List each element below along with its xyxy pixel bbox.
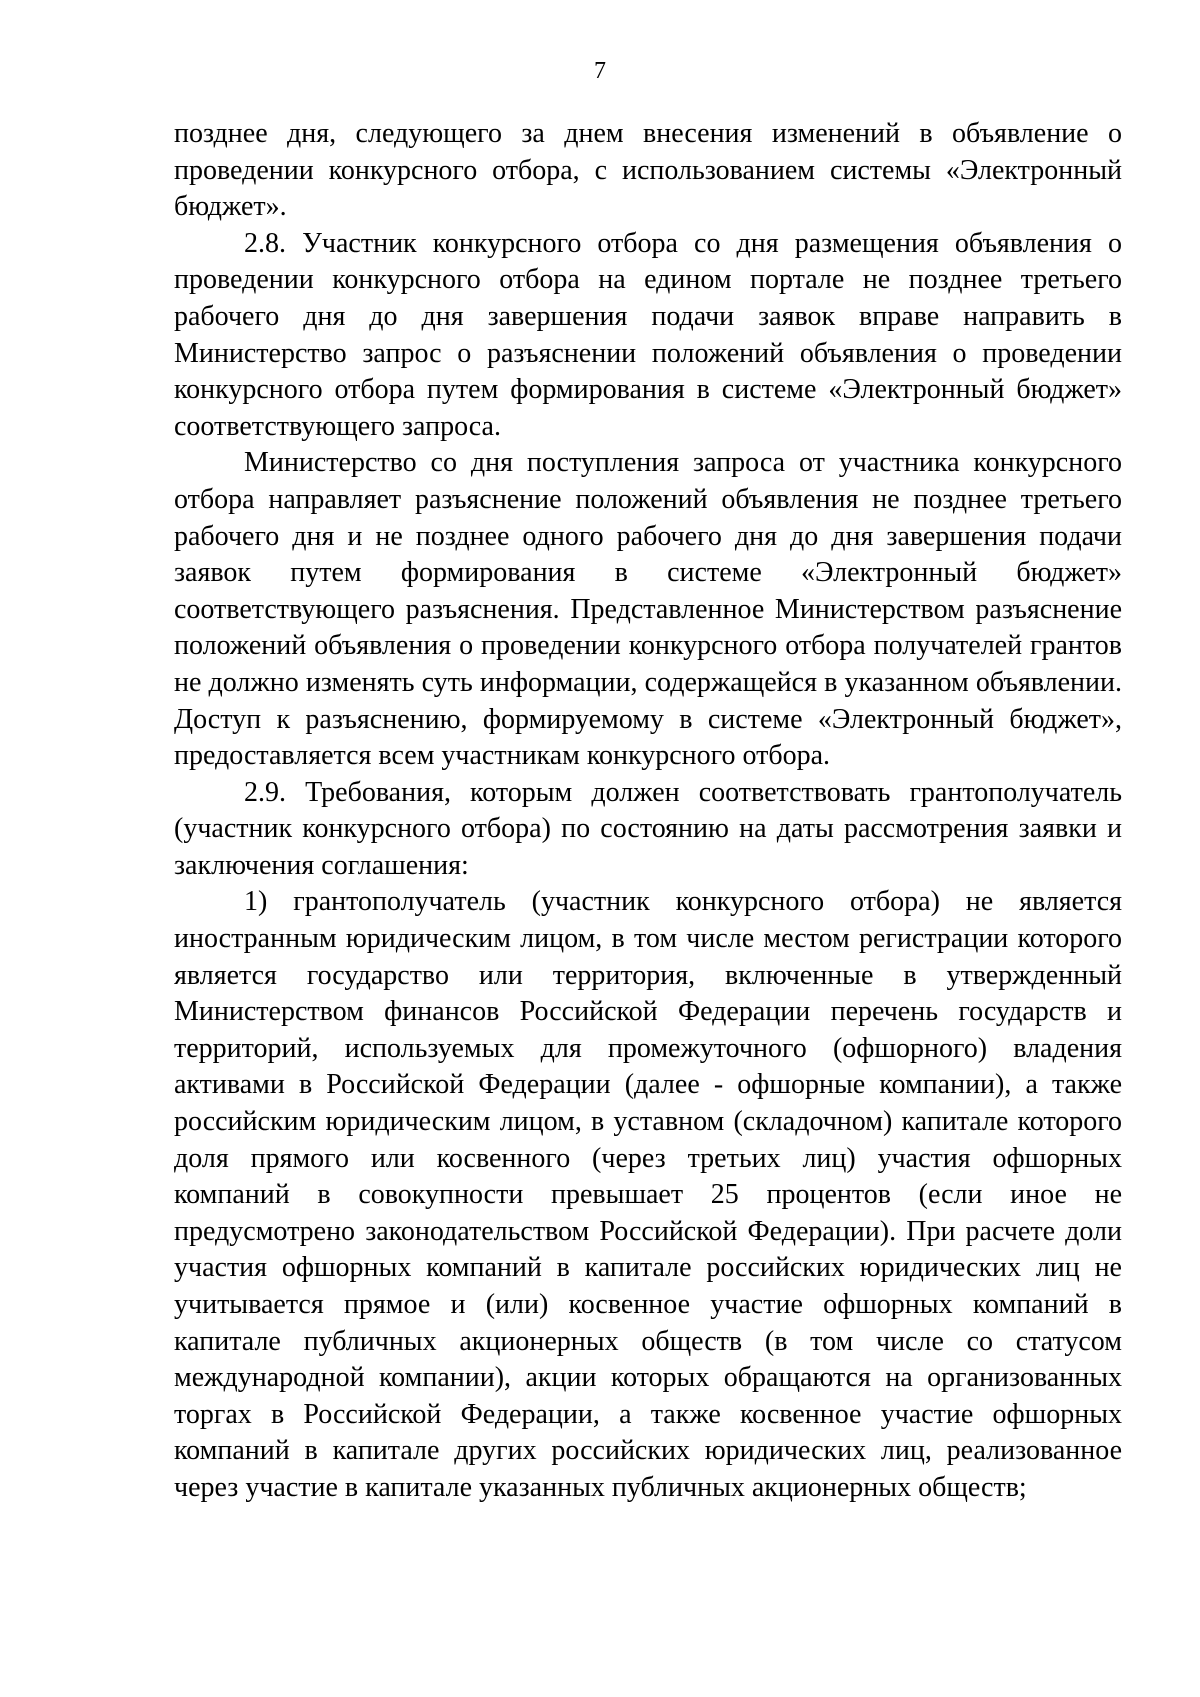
paragraph-ministry-clarification: Министерство со дня поступления запроса от участника конкурсного отбора направляет разъяснение положений объявления не позднее третьего рабочего дня и не позднее одного рабочего дня до дня завершения подачи заявок путем формирования в системе «Электронный бюджет» соответствующего разъяснения. Представленное Министерством разъяснение положений объявления о проведении конкурсного отбора получателей грантов не должно изменять суть информации, содержащейся в указанном объявлении. Доступ к разъяснению, формируемому в системе «Электронный бюджет», предоставляется всем участникам конкурсного отбора. — [174, 447, 1122, 772]
page-number: 7 — [594, 58, 606, 84]
paragraph-2-8: 2.8. Участник конкурсного отбора со дня размещения объявления о проведении конкурсного отбора на едином портале не позднее третьего рабочего дня до дня завершения подачи заявок вправе направить в Министерство запрос о разъяснении положений объявления о проведении конкурсного отбора путем формирования в системе «Электронный бюджет» соответствующего запроса. — [174, 227, 1122, 442]
paragraph-requirement-1: 1) грантополучатель (участник конкурсного отбора) не является иностранным юридическим лицом, в том числе местом регистрации которого является государство или территория, включенные в утвержденный Министерством финансов Российской Федерации перечень государств и территорий, используемых для промежуточного (офшорного) владения активами в Российской Федерации (далее - офшорные компании), а также российским юридическим лицом, в уставном (складочном) капитале которого доля прямого или косвенного (через третьих лиц) участия офшорных компаний в совокупности превышает 25 процентов (если иное не предусмотрено законодательством Российской Федерации). При расчете доли участия офшорных компаний в капитале российских юридических лиц не учитывается прямое и (или) косвенное участие офшорных компаний в капитале публичных акционерных обществ (в том числе со статусом международной компании), акции которых обращаются на организованных торгах в Российской Федерации, а также косвенное участие офшорных компаний в капитале других российских юридических лиц, реализованное через участие в капитале указанных публичных акционерных обществ; — [174, 886, 1122, 1503]
paragraph-2-9: 2.9. Требования, которым должен соответствовать грантополучатель (участник конкурсного отбора) по состоянию на даты рассмотрения заявки и заключения соглашения: — [174, 776, 1122, 881]
paragraph-continuation: позднее дня, следующего за днем внесения изменений в объявление о проведении конкурсного отбора, с использованием системы «Электронный бюджет». — [174, 118, 1122, 223]
document-body — [174, 116, 1122, 1507]
